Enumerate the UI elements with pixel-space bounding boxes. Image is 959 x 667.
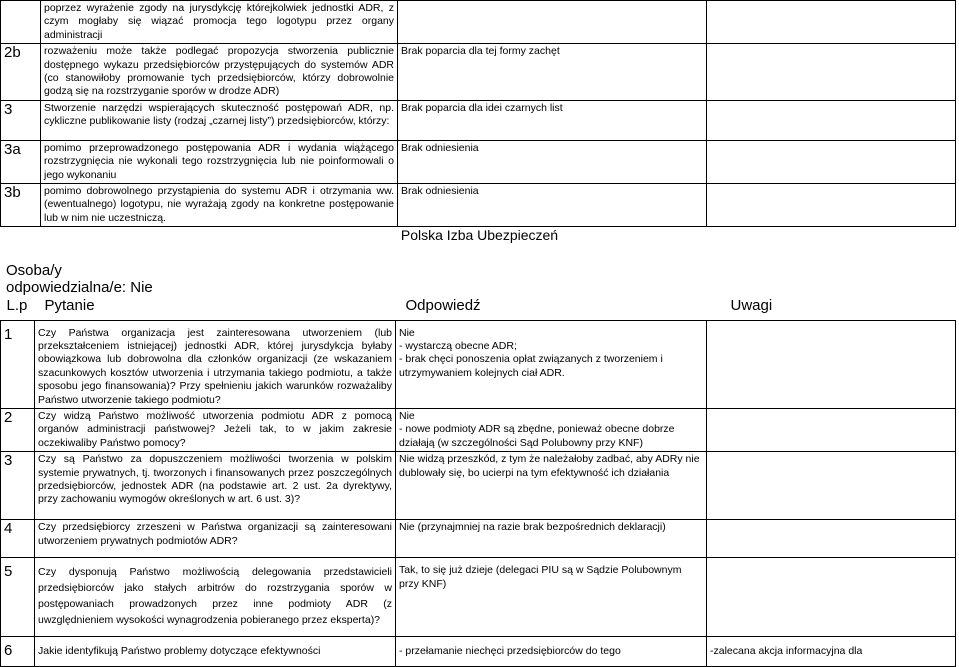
top-row-1 — [1, 1, 956, 44]
row-number: 3 — [1, 100, 41, 140]
question-number: 1 — [1, 320, 35, 408]
question-notes — [707, 320, 956, 408]
question-notes — [707, 520, 956, 558]
question-notes — [707, 452, 956, 520]
top-row-3 — [1, 100, 956, 140]
question-row-6 — [1, 637, 956, 667]
row-answer: Brak odniesienia — [398, 184, 707, 227]
row-number: 3a — [1, 140, 41, 183]
top-row-2b — [1, 44, 956, 101]
question-row-4 — [1, 520, 956, 558]
question-number: 5 — [1, 558, 35, 637]
question-answer: Tak, to się już dzieje (delegaci PIU są w Sądzie Polubownym przy KNF) — [396, 558, 707, 637]
header-number: L.p — [1, 296, 35, 320]
question-notes — [707, 558, 956, 637]
row-answer: Brak poparcia dla tej formy zachęt — [398, 44, 707, 101]
row-answer: Brak odniesienia — [398, 140, 707, 183]
organization-title: Polska Izba Ubezpieczeń — [400, 227, 559, 243]
question-row-3 — [1, 452, 956, 520]
question-number: 6 — [1, 637, 35, 667]
row-text: rozważeniu może także podlegać propozycja stworzenia publicznie dostępnego wykazu przedsiębiorców przystępujących do systemów ADR (co stanowiłoby promowanie tych przedsiębiorców, którzy dobrowolnie godzą się na rozstrzyganie sporów w drodze ADR) — [41, 44, 398, 101]
question-number: 4 — [1, 520, 35, 558]
header-question: Pytanie — [35, 296, 396, 320]
top-table — [0, 0, 956, 227]
top-row-3a — [1, 140, 956, 183]
question-number: 2 — [1, 408, 35, 451]
question-number: 3 — [1, 452, 35, 520]
header-row — [1, 296, 956, 320]
top-row-3b — [1, 184, 956, 227]
question-answer: Nie widzą przeszkód, z tym że należałoby zadbać, aby ADRy nie dublowały się, bo ucierpi na tym efektywność ich działania — [396, 452, 707, 520]
row-notes — [707, 100, 956, 140]
row-answer: Brak poparcia dla idei czarnych list — [398, 100, 707, 140]
question-answer: - przełamanie niechęci przedsiębiorców do tego — [396, 637, 707, 667]
question-row-1 — [1, 320, 956, 408]
question-answer: Nie - wystarczą obecne ADR; - brak chęci ponoszenia opłat związanych z tworzeniem i utrzymywaniem kolejnych ciał ADR. — [396, 320, 707, 408]
row-number — [1, 1, 41, 44]
question-answer: Nie - nowe podmioty ADR są zbędne, ponieważ obecne dobrze działają (w szczególności Sąd Polubowny przy KNF) — [396, 408, 707, 451]
question-notes — [707, 408, 956, 451]
row-text: pomimo przeprowadzonego postępowania ADR i wydania wiążącego rozstrzygnięcia nie wykonali tego rozstrzygnięcia lub nie poinformowali o jego wykonaniu — [41, 140, 398, 183]
row-answer — [398, 1, 707, 44]
row-number: 3b — [1, 184, 41, 227]
question-text: Czy przedsiębiorcy zrzeszeni w Państwa organizacji są zainteresowani utworzeniem prywatnych podmiotów ADR? — [35, 520, 396, 558]
question-notes: -zalecana akcja informacyjna dla — [707, 637, 956, 667]
header-notes: Uwagi — [707, 296, 956, 320]
question-row-5 — [1, 558, 956, 637]
question-text: Czy dysponują Państwo możliwością delegowania przedstawicieli przedsiębiorców jako stałych arbitrów do rozstrzygania sporów w postępowaniach prowadzonych przez inne podmioty ADR (z uwzględnieniem wysokości wynagrodzenia pobieranego przez eksperta)? — [35, 558, 396, 637]
question-text: Czy Państwa organizacja jest zainteresowana utworzeniem (lub przekształceniem istniejącej) jednostki ADR, której jurysdykcja byłaby obowiązkowa lub dobrowolna dla członków organizacji (ze wskazaniem szacunkowych kosztów utworzenia i utrzymania takiego podmiotu, a także sposobu jego finansowania)? Przy spełnieniu jakich warunków rozważaliby Państwo utworzenie takiego podmiotu? — [35, 320, 396, 408]
respondent-label: Osoba/y odpowiedzialna/e: Nie — [6, 262, 153, 296]
row-notes — [707, 1, 956, 44]
question-answer: Nie (przynajmniej na razie brak bezpośrednich deklaracji) — [396, 520, 707, 558]
row-notes — [707, 44, 956, 101]
row-text: Stworzenie narzędzi wspierających skuteczność postępowań ADR, np. cykliczne publikowanie listy (rodzaj „czarnej listy”) przedsiębiorców, którzy: — [41, 100, 398, 140]
row-notes — [707, 140, 956, 183]
question-text: Czy są Państwo za dopuszczeniem możliwości tworzenia w polskim systemie prywatnych, tj. tworzonych i finansowanych przez poszczególnych przedsiębiorców, jednostek ADR (na podstawie art. 2 ust. 2a dyrektywy, przy zachowaniu wymogów określonych w art. 6 ust. 3)? — [35, 452, 396, 520]
question-text: Czy widzą Państwo możliwość utworzenia podmiotu ADR z pomocą organów administracji państwowej? Jeżeli tak, to w jakim zakresie oczekiwaliby Państwo pomocy? — [35, 408, 396, 451]
row-notes — [707, 184, 956, 227]
question-text: Jakie identyfikują Państwo problemy dotyczące efektywności — [35, 637, 396, 667]
question-row-2 — [1, 408, 956, 451]
row-text: pomimo dobrowolnego przystąpienia do systemu ADR i otrzymania ww. (ewentualnego) logotypu, nie wyrażają zgody na konkretne postępowanie lub w nim nie uczestniczą. — [41, 184, 398, 227]
questions-table — [0, 296, 956, 667]
header-answer: Odpowiedź — [396, 296, 707, 320]
row-number: 2b — [1, 44, 41, 101]
row-text: poprzez wyrażenie zgody na jurysdykcję którejkolwiek jednostki ADR, z czym mogłaby się wiązać promocja tego logotypu przez organy administracji — [41, 1, 398, 44]
